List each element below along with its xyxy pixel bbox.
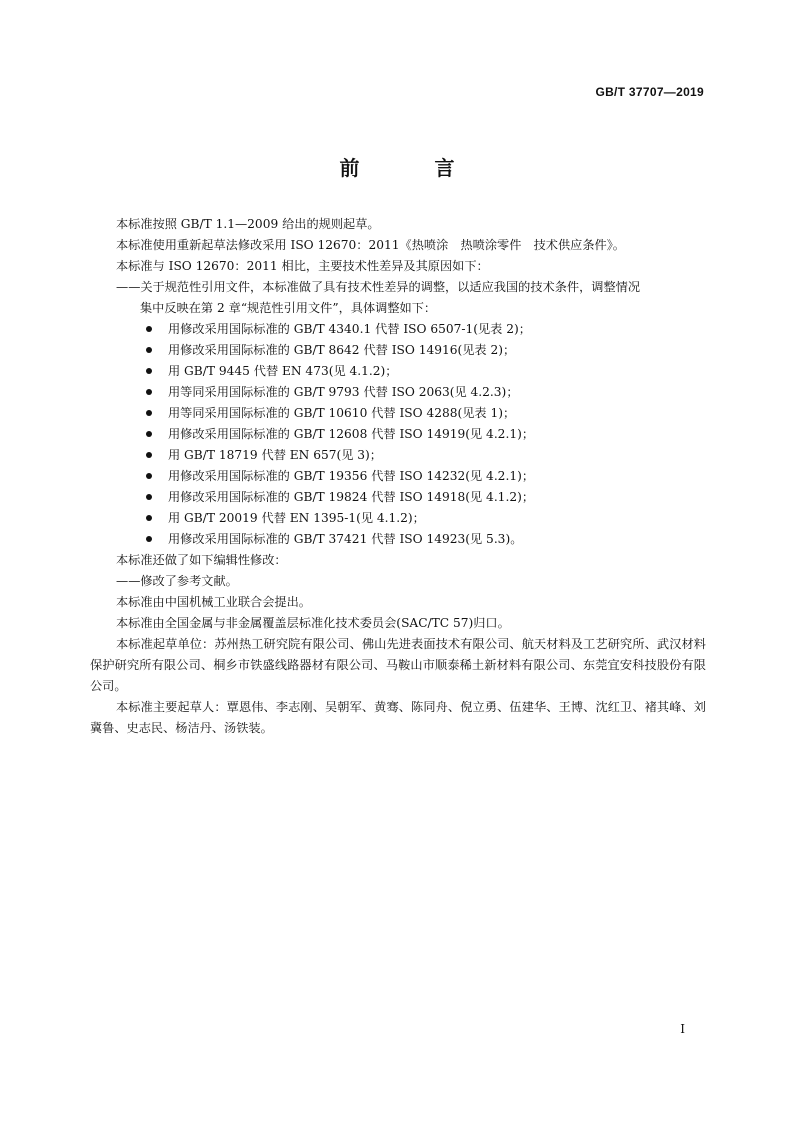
paragraph-editorial-changes: 本标准还做了如下编辑性修改： — [116, 553, 287, 567]
list-item: 用等同采用国际标准的 GB/T 9793 代替 ISO 2063(见 4.2.3)； — [90, 382, 706, 403]
page-number: I — [680, 1022, 685, 1036]
bullet-icon — [146, 431, 152, 437]
list-item: 用修改采用国际标准的 GB/T 12608 代替 ISO 14919(见 4.2.1)； — [90, 424, 706, 445]
dash-item-line: ——关于规范性引用文件，本标准做了具有技术性差异的调整，以适应我国的技术条件，调整情况 — [116, 280, 641, 294]
list-item: 用修改采用国际标准的 GB/T 8642 代替 ISO 14916(见表 2)； — [90, 340, 706, 361]
dash-item-normative-references — [90, 277, 706, 319]
list-item: 用修改采用国际标准的 GB/T 19824 代替 ISO 14918(见 4.1.2)； — [90, 487, 706, 508]
bullet-icon — [146, 389, 152, 395]
paragraph-drafting-rules: 本标准按照 GB/T 1.1—2009 给出的规则起草。 — [116, 217, 380, 231]
list-item: 用 GB/T 18719 代替 EN 657(见 3)； — [90, 445, 706, 466]
bullet-icon — [146, 536, 152, 542]
foreword-body — [90, 214, 706, 739]
dash-item-line: 集中反映在第 2 章“规范性引用文件”，具体调整如下： — [140, 301, 437, 315]
paragraph-drafters: 本标准主要起草人：覃恩伟、李志刚、吴朝军、黄骞、陈同舟、倪立勇、伍建华、王博、沈红卫、褚其峰、刘冀鲁、史志民、杨洁丹、汤铁装。 — [90, 700, 706, 735]
paragraph-proposer: 本标准由中国机械工业联合会提出。 — [116, 595, 311, 609]
list-item: 用修改采用国际标准的 GB/T 4340.1 代替 ISO 6507-1(见表 2)； — [90, 319, 706, 340]
reference-list — [90, 319, 706, 550]
page-title: 前 言 — [339, 156, 489, 180]
paragraph-differences: 本标准与 ISO 12670：2011 相比，主要技术性差异及其原因如下： — [116, 259, 489, 273]
bullet-icon — [146, 473, 152, 479]
bullet-icon — [146, 494, 152, 500]
list-item: 用修改采用国际标准的 GB/T 37421 代替 ISO 14923(见 5.3)。 — [90, 529, 706, 550]
list-item: 用 GB/T 9445 代替 EN 473(见 4.1.2)； — [90, 361, 706, 382]
standard-number: GB/T 37707—2019 — [595, 85, 704, 99]
bullet-icon — [146, 368, 152, 374]
paragraph-drafting-units: 本标准起草单位：苏州热工研究院有限公司、佛山先进表面技术有限公司、航天材料及工艺研究所、武汉材料保护研究所有限公司、桐乡市铁盛线路器材有限公司、马鞍山市顺泰稀土新材料有限公司、东莞宜安科技股份有限公司。 — [90, 637, 706, 693]
bullet-icon — [146, 410, 152, 416]
bullet-icon — [146, 326, 152, 332]
bullet-icon — [146, 515, 152, 521]
list-item: 用修改采用国际标准的 GB/T 19356 代替 ISO 14232(见 4.2.1)； — [90, 466, 706, 487]
list-item: 用等同采用国际标准的 GB/T 10610 代替 ISO 4288(见表 1)； — [90, 403, 706, 424]
paragraph-committee: 本标准由全国金属与非金属覆盖层标准化技术委员会(SAC/TC 57)归口。 — [116, 616, 510, 630]
list-item: 用 GB/T 20019 代替 EN 1395-1(见 4.1.2)； — [90, 508, 706, 529]
bullet-icon — [146, 347, 152, 353]
bullet-icon — [146, 452, 152, 458]
paragraph-adoption: 本标准使用重新起草法修改采用 ISO 12670：2011《热喷涂 热喷涂零件 技术供应条件》。 — [116, 238, 625, 252]
dash-item-bibliography: ——修改了参考文献。 — [116, 574, 238, 588]
